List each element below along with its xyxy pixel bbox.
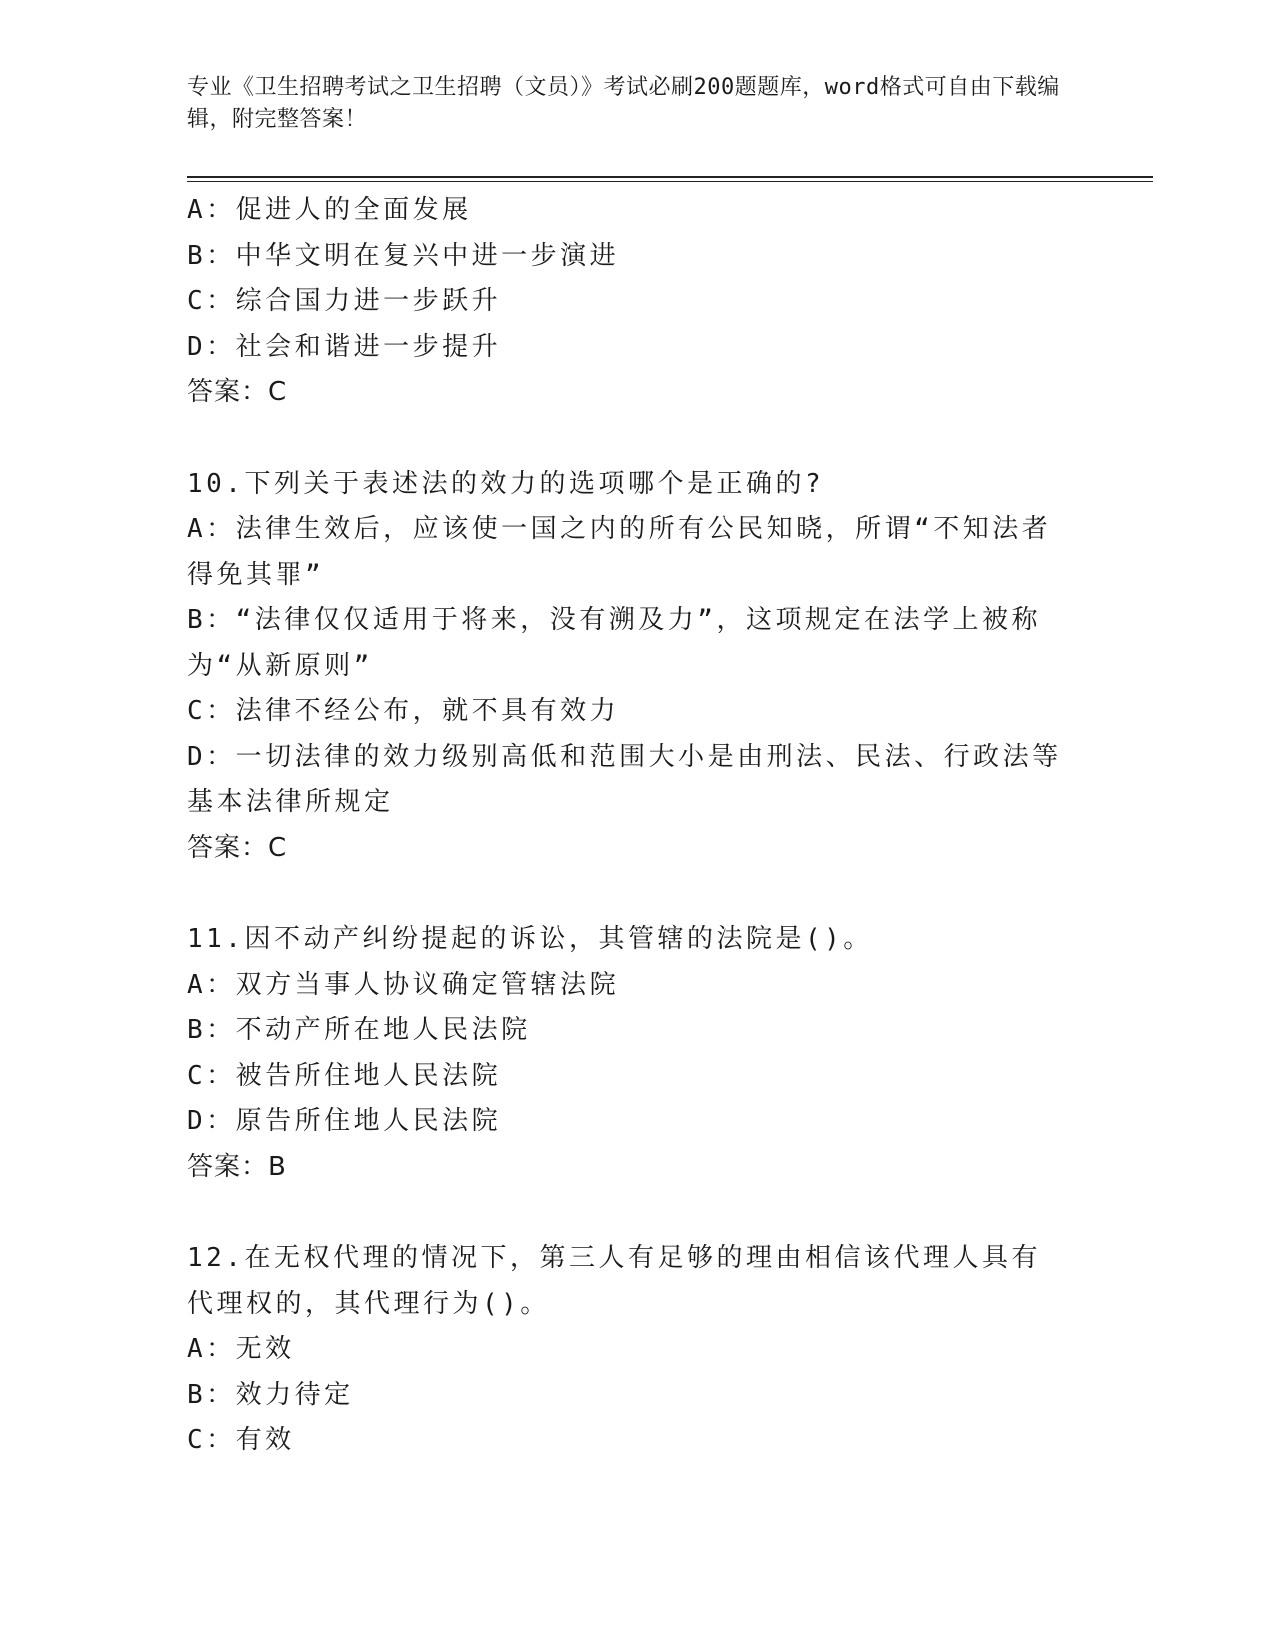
option-b: B：效力待定 (187, 1379, 354, 1410)
option-d: D：原告所住地人民法院 (187, 1106, 502, 1136)
answer-line: 答案：B (187, 1151, 287, 1182)
option-b: B：“法律仅仅适用于将来，没有溯及力”，这项规定在法学上被称为“从新原则” (187, 605, 1041, 681)
option-c: C：有效 (187, 1425, 295, 1455)
question-block-10 (187, 462, 1067, 872)
question-block-12 (187, 1236, 1067, 1464)
option-b: B：不动产所在地人民法院 (187, 1015, 531, 1045)
document-header: 专业《卫生招聘考试之卫生招聘（文员）》考试必刷200题题库，word格式可自由下载编辑，附完整答案！ (187, 75, 1060, 132)
option-a: A：双方当事人协议确定管辖法院 (187, 969, 620, 1000)
question-stem: 10.下列关于表述法的效力的选项哪个是正确的? (187, 468, 825, 499)
option-a: A：无效 (187, 1334, 295, 1364)
header-divider-thick (187, 176, 1153, 178)
header-divider-thin (187, 181, 1153, 182)
option-b: B：中华文明在复兴中进一步演进 (187, 240, 620, 271)
option-c: C：法律不经公布，就不具有效力 (187, 696, 620, 726)
option-d: D：一切法律的效力级别高低和范围大小是由刑法、民法、行政法等基本法律所规定 (187, 741, 1062, 817)
question-block-11 (187, 917, 1067, 1190)
option-c: C：综合国力进一步跃升 (187, 286, 502, 316)
option-a: A：促进人的全面发展 (187, 195, 472, 225)
question-stem: 11.因不动产纠纷提起的诉讼，其管辖的法院是()。 (187, 924, 873, 954)
option-a: A：法律生效后，应该使一国之内的所有公民知晓，所谓“不知法者得免其罪” (187, 514, 1052, 590)
question-stem: 12.在无权代理的情况下，第三人有足够的理由相信该代理人具有代理权的，其代理行为()。 (187, 1243, 1041, 1319)
answer-line: 答案：C (187, 377, 288, 407)
document-body (187, 188, 1067, 1464)
answer-line: 答案：C (187, 832, 288, 863)
question-block-9-continued (187, 188, 1067, 416)
option-d: D：社会和谐进一步提升 (187, 331, 502, 362)
option-c: C：被告所住地人民法院 (187, 1060, 502, 1091)
